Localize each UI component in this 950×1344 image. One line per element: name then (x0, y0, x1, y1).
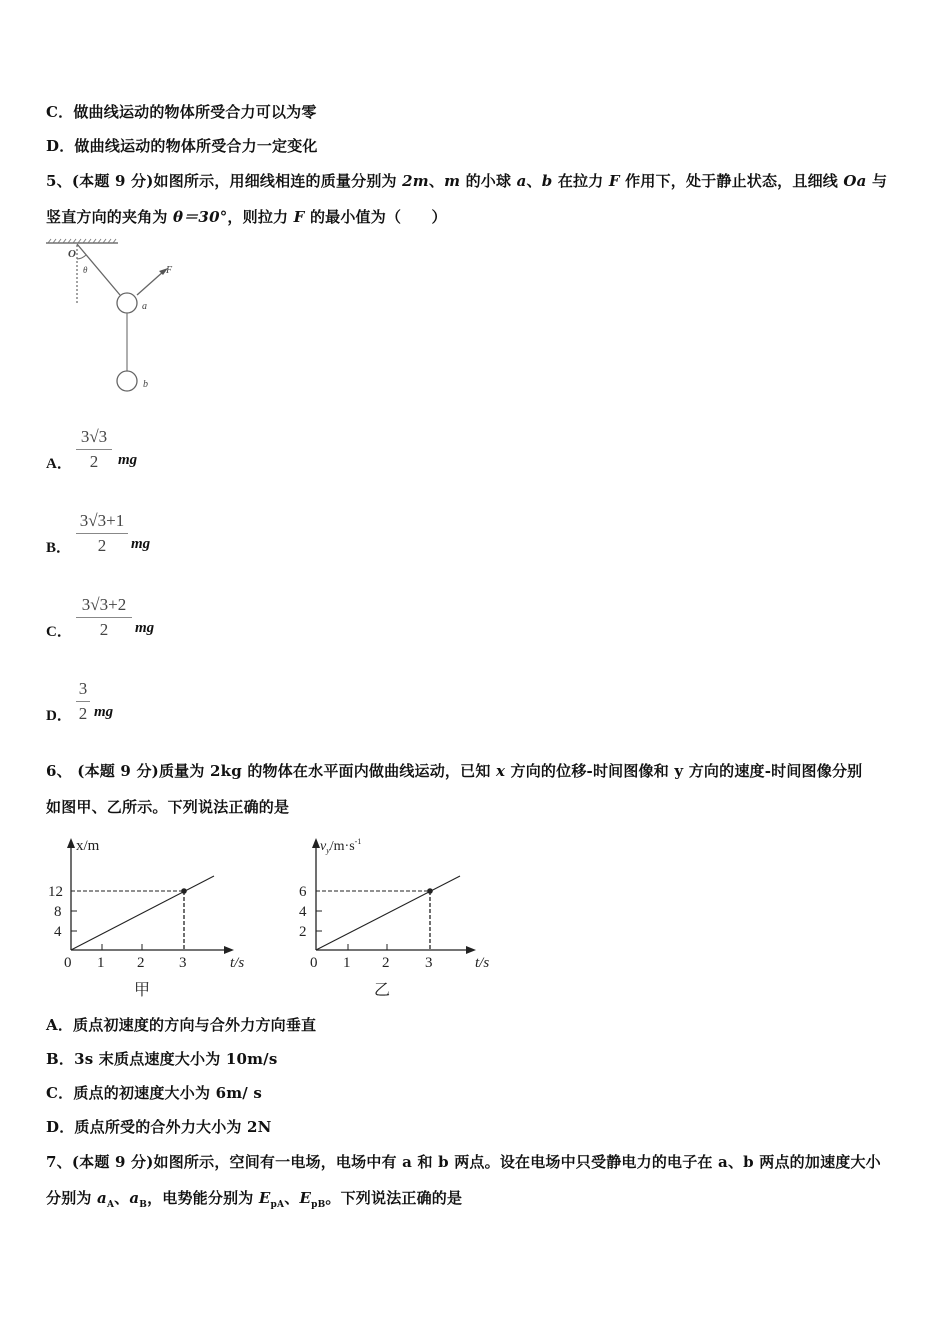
ball-b-shape (117, 371, 137, 391)
label-theta: θ (83, 265, 88, 275)
chart-yi-vy-t (290, 830, 510, 1005)
question-score: (本题 9 分) (71, 762, 159, 780)
q5-option-d-label: D． (46, 708, 72, 724)
option-text: 3s 末质点速度大小为 10m/s (74, 1050, 278, 1068)
stem-text: 方向的位移-时间图像和 y 方向的速度-时间图像分别 (505, 762, 863, 780)
mass-2m: 2m (402, 172, 429, 190)
numerator: 3√3+2 (81, 595, 127, 614)
angle-value: θ＝30° (173, 208, 228, 226)
question-number: 6、 (46, 762, 72, 780)
ball-a: a (516, 172, 527, 190)
data-line (71, 876, 214, 950)
option-text: 质点的初速度大小为 6m/ s (73, 1084, 263, 1102)
stem-text: 质量为 2kg 的物体在水平面内做曲线运动，已知 (158, 762, 496, 780)
stem-text: 如图所示，用细线相连的质量分别为 (153, 172, 403, 190)
var-a: a (129, 1189, 140, 1207)
q5-stem-line1 (46, 170, 887, 192)
denominator: 2 (97, 536, 107, 555)
stem-text: 如图所示，空间有一电场，电场中有 a 和 b 两点。设在电场中只受静电力的电子在 a、b 两点的加速度大小 (153, 1153, 881, 1171)
label-a: a (142, 301, 147, 312)
stem-text: 作用下，处于静止状态，且细线 (619, 172, 844, 190)
angle-arc (77, 255, 86, 259)
q5-option-b-fraction (76, 510, 128, 557)
option-text: 做曲线运动的物体所受合力一定变化 (74, 137, 318, 155)
numerator: 3 (78, 679, 88, 698)
x-axis-arrow-icon (224, 946, 234, 954)
x-tick-label: 3 (425, 955, 433, 971)
chart-caption: 甲 (134, 982, 151, 999)
separator: 、 (526, 172, 542, 190)
denominator: 2 (89, 452, 99, 471)
option-text: 质点所受的合外力大小为 2N (74, 1118, 272, 1136)
x-tick-label: 3 (179, 955, 187, 971)
var-x: x (495, 762, 506, 780)
q7-stem-line1 (46, 1151, 881, 1173)
q5-option-d-fraction (76, 678, 90, 725)
q5-option-b-label: B． (46, 540, 72, 556)
q6-stem-line2: 如图甲、乙所示。下列说法正确的是 (46, 798, 290, 816)
chart-jia-x-t (40, 830, 270, 1005)
q6-option-a (46, 1014, 316, 1036)
numerator: 3√3+1 (79, 511, 125, 530)
option-label: C． (46, 103, 74, 121)
stem-text: 分别为 (46, 1189, 98, 1207)
fraction-bar (76, 617, 132, 618)
stem-text: 的最小值为（ ） (304, 208, 447, 226)
q6-stem-line1 (46, 760, 862, 782)
x-axis-label: t/s (230, 955, 245, 971)
q7-stem-line2 (46, 1187, 462, 1216)
q5-option-a-unit: mg (118, 452, 138, 468)
y-axis-arrow-icon (312, 838, 320, 848)
force-f: F (608, 172, 620, 190)
q6-option-b (46, 1048, 278, 1070)
x-tick-label: 2 (382, 955, 390, 971)
separator: 、 (114, 1189, 130, 1207)
data-point (427, 888, 433, 894)
question-score: (本题 9 分) (71, 172, 154, 190)
option-label: B． (46, 1050, 75, 1068)
subscript: B (139, 1200, 148, 1210)
option-text: 做曲线运动的物体所受合力可以为零 (73, 103, 317, 121)
stem-text: 在拉力 (552, 172, 609, 190)
ball-b: b (541, 172, 553, 190)
fraction-bar (76, 701, 90, 702)
stem-text: 竖直方向的夹角为 (46, 208, 174, 226)
line-oa: Oa (843, 172, 867, 190)
var-e: E (299, 1189, 312, 1207)
subscript: pB (311, 1200, 326, 1210)
y-tick-label: 6 (299, 884, 307, 900)
q5-option-b-unit: mg (131, 536, 151, 552)
q5-option-a-fraction (76, 426, 112, 473)
x-tick-label: 0 (310, 955, 318, 971)
y-tick-label: 4 (54, 924, 62, 940)
x-axis-arrow-icon (466, 946, 476, 954)
var-a: a (97, 1189, 107, 1207)
data-line (316, 876, 460, 950)
label-b: b (143, 379, 148, 390)
fraction-bar (76, 449, 112, 450)
q5-option-d-unit: mg (94, 704, 114, 720)
q6-option-d (46, 1116, 272, 1138)
y-tick-label: 2 (299, 924, 307, 940)
fraction-bar (76, 533, 128, 534)
y-tick-label: 8 (54, 904, 62, 920)
data-point (181, 888, 187, 894)
ceiling-hatch (46, 239, 118, 243)
stem-text: ，电势能分别为 (147, 1189, 259, 1207)
y-axis-label: x/m (76, 838, 100, 854)
mass-m: m (444, 172, 461, 190)
option-label: D． (46, 1118, 75, 1136)
q4-option-c (46, 101, 317, 123)
stem-text: 的小球 (460, 172, 517, 190)
subscript: pA (270, 1200, 285, 1210)
option-label: C． (46, 1084, 74, 1102)
question-number: 5、 (46, 172, 72, 190)
y-tick-label: 4 (299, 904, 307, 920)
ball-a-shape (117, 293, 137, 313)
q6-option-c (46, 1082, 262, 1104)
stem-text: ，则拉力 (227, 208, 294, 226)
x-tick-label: 1 (343, 955, 351, 971)
option-text: 质点初速度的方向与合外力方向垂直 (73, 1016, 317, 1034)
option-label: D． (46, 137, 75, 155)
separator: 、 (428, 172, 445, 190)
x-tick-label: 0 (64, 955, 72, 971)
label-o: O (68, 248, 76, 260)
stem-text: 与 (866, 172, 888, 190)
q5-option-a-label: A． (46, 456, 72, 472)
denominator: 2 (99, 620, 109, 639)
q5-option-c-label: C． (46, 624, 72, 640)
separator: 、 (284, 1189, 300, 1207)
question-score: (本题 9 分) (71, 1153, 154, 1171)
y-axis-arrow-icon (67, 838, 75, 848)
numerator: 3√3 (80, 427, 108, 446)
x-axis-label: t/s (475, 955, 490, 971)
subscript: A (106, 1200, 115, 1210)
label-f: F (166, 265, 173, 276)
force-f: F (293, 208, 305, 226)
q4-option-d (46, 135, 318, 157)
question-number: 7、 (46, 1153, 72, 1171)
q5-option-c-fraction (76, 594, 132, 641)
chart-caption: 乙 (374, 982, 391, 999)
option-label: A． (46, 1016, 74, 1034)
q5-option-c-unit: mg (135, 620, 155, 636)
force-arrow (137, 271, 164, 295)
q5-figure-pendulum (40, 235, 200, 400)
var-e: E (258, 1189, 271, 1207)
x-tick-label: 2 (137, 955, 145, 971)
q5-stem-line2 (46, 206, 447, 228)
y-axis-label: $v_y/m\cdot s^{-1}$ (320, 837, 362, 855)
stem-text: 。下列说法正确的是 (325, 1189, 463, 1207)
x-tick-label: 1 (97, 955, 105, 971)
denominator: 2 (78, 704, 88, 723)
y-tick-label: 12 (48, 884, 63, 900)
